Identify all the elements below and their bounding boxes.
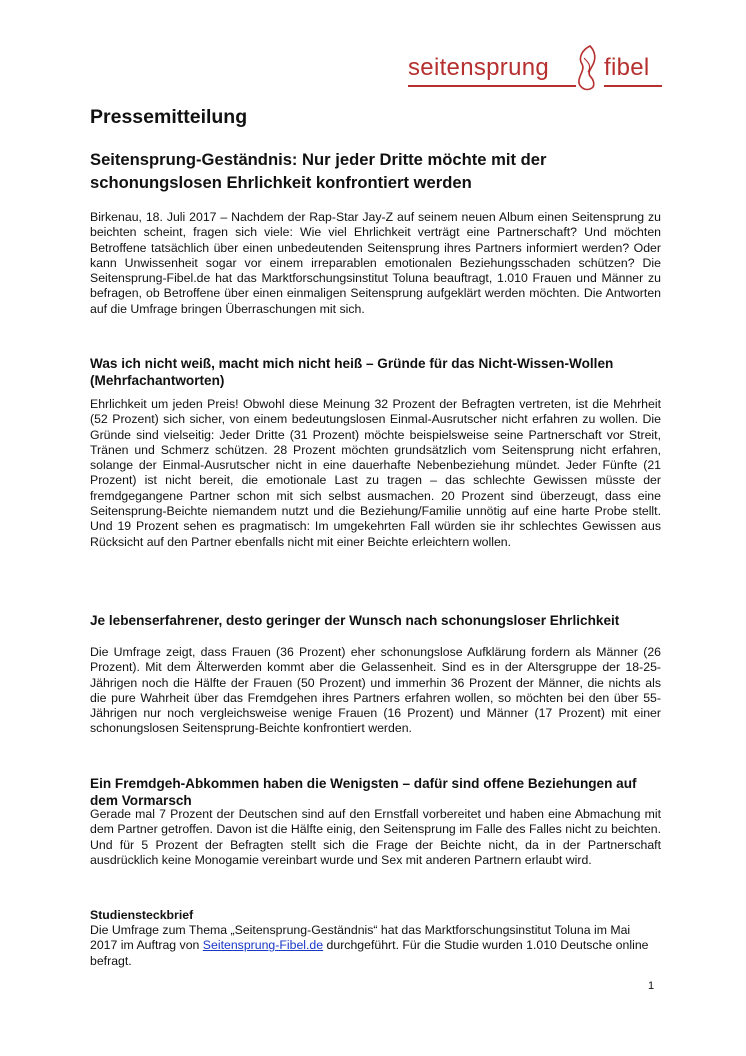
study-text-after: durchgeführt. Für die Studie wurden 1.010 Deutsche online befragt. xyxy=(90,938,649,968)
section1-title: Was ich nicht weiß, macht mich nicht heiß – Gründe für das Nicht-Wissen-Wollen (Mehrfachantworten) xyxy=(90,356,614,388)
study-title: Studiensteckbrief xyxy=(90,908,194,922)
study-link[interactable]: Seitensprung-Fibel.de xyxy=(202,938,324,953)
page-number: 1 xyxy=(648,980,655,992)
section1-body: Ehrlichkeit um jeden Preis! Obwohl diese Meinung 32 Prozent der Befragten vertreten, ist die Mehrheit (52 Prozent) sich sicher, von einem bedeutungslosen Einmal-Ausrutscher nicht erfahren zu wollen. Die Gründe sind vielseitig: Jeder Dritte (31 Prozent) möchte beispielsweise seine Partnerschaft vor Streit, Tränen und Schmerz schützen. 28 Prozent möchten grundsätzlich vom Seitensprung nicht erfahren, solange der Einmal-Ausrutscher nicht in eine dauerhafte Nebenbeziehung mündet. Jeder Fünfte (21 Prozent) ist nicht bereit, die emotionale Last zu tragen – das schlechte Gewissen müsste der fremdgegangene Partner schon mit sich selbst ausmachen. 20 Prozent sind überzeugt, dass eine Seitensprung-Beichte niemandem nutzt und die Beziehung/Familie unnötig auf eine harte Probe stellt. Und 19 Prozent sehen es pragmatisch: Im umgekehrten Fall würden sie ihr schlechtes Gewissen aus Rücksicht auf den Partner ebenfalls nicht mit einer Beichte erleichtern wollen. xyxy=(90,397,661,549)
section3-body: Gerade mal 7 Prozent der Deutschen sind auf den Ernstfall vorbereitet und haben eine Abmachung mit dem Partner getroffen. Davon ist die Hälfte einig, den Seitensprung im Falle des Falles nicht zu beichten. Und für 5 Prozent der Befragten stellt sich die Frage der Beichte nicht, da in der Partnerschaft ausdrücklich keine Monogamie vereinbart wurde und Sex mit anderen Partnern erlaubt wird. xyxy=(90,807,661,867)
headline: Seitensprung-Geständnis: Nur jeder Dritte möchte mit der schonungslosen Ehrlichkeit konfrontiert werden xyxy=(90,150,547,192)
logo-text-right: fibel xyxy=(604,54,650,81)
logo-text-left: seitensprung xyxy=(408,54,550,81)
section3-title: Ein Fremdgeh-Abkommen haben die Wenigsten – dafür sind offene Beziehungen auf dem Vormarsch xyxy=(90,776,637,808)
logo-underline-right xyxy=(604,85,662,87)
intro-paragraph: Birkenau, 18. Juli 2017 – Nachdem der Rap-Star Jay-Z auf seinem neuen Album einen Seitensprung zu beichten scheint, fragen sich viele: Wie viel Ehrlichkeit verträgt eine Partnerschaft? Und möchten Betroffene tatsächlich über einen unbedeutenden Seitensprung ihres Partners informiert werden? Oder kann Unwissenheit sogar vor einem irreparablen emotionalen Beziehungsschaden schützen? Die Seitensprung-Fibel.de hat das Marktforschungsinstitut Toluna beauftragt, 1.010 Frauen und Männer zu befragen, ob Betroffene über einen einmaligen Seitensprung aufgeklärt werden möchten. Die Antworten auf die Umfrage bringen Überraschungen mit sich. xyxy=(90,210,661,316)
study-text xyxy=(90,923,650,969)
section2-title: Je lebenserfahrener, desto geringer der Wunsch nach schonungsloser Ehrlichkeit xyxy=(90,613,620,628)
section2-body: Die Umfrage zeigt, dass Frauen (36 Prozent) eher schonungslose Aufklärung fordern als Männer (26 Prozent). Mit dem Älterwerden kommt aber die Gelassenheit. Sind es in der Altersgruppe der 18-25-Jährigen noch die Hälfte der Frauen (50 Prozent) und immerhin 36 Prozent der Männer, die nichts als die pure Wahrheit über das Fremdgehen ihres Partners erfahren wollen, so möchten bei den über 55-Jährigen nur noch vergleichsweise wenige Frauen (16 Prozent) und Männer (17 Prozent) mit einer schonungslosen Seitensprung-Beichte konfrontiert werden. xyxy=(90,645,661,736)
page-heading: Pressemitteilung xyxy=(90,106,248,128)
logo xyxy=(404,44,666,92)
logo-underline-left xyxy=(408,85,576,87)
logo-figure-icon xyxy=(570,44,604,92)
study-text-before: Die Umfrage zum Thema „Seitensprung-Geständnis“ hat das Marktforschungsinstitut Toluna im Mai 2017 im Auftrag von xyxy=(90,923,631,953)
